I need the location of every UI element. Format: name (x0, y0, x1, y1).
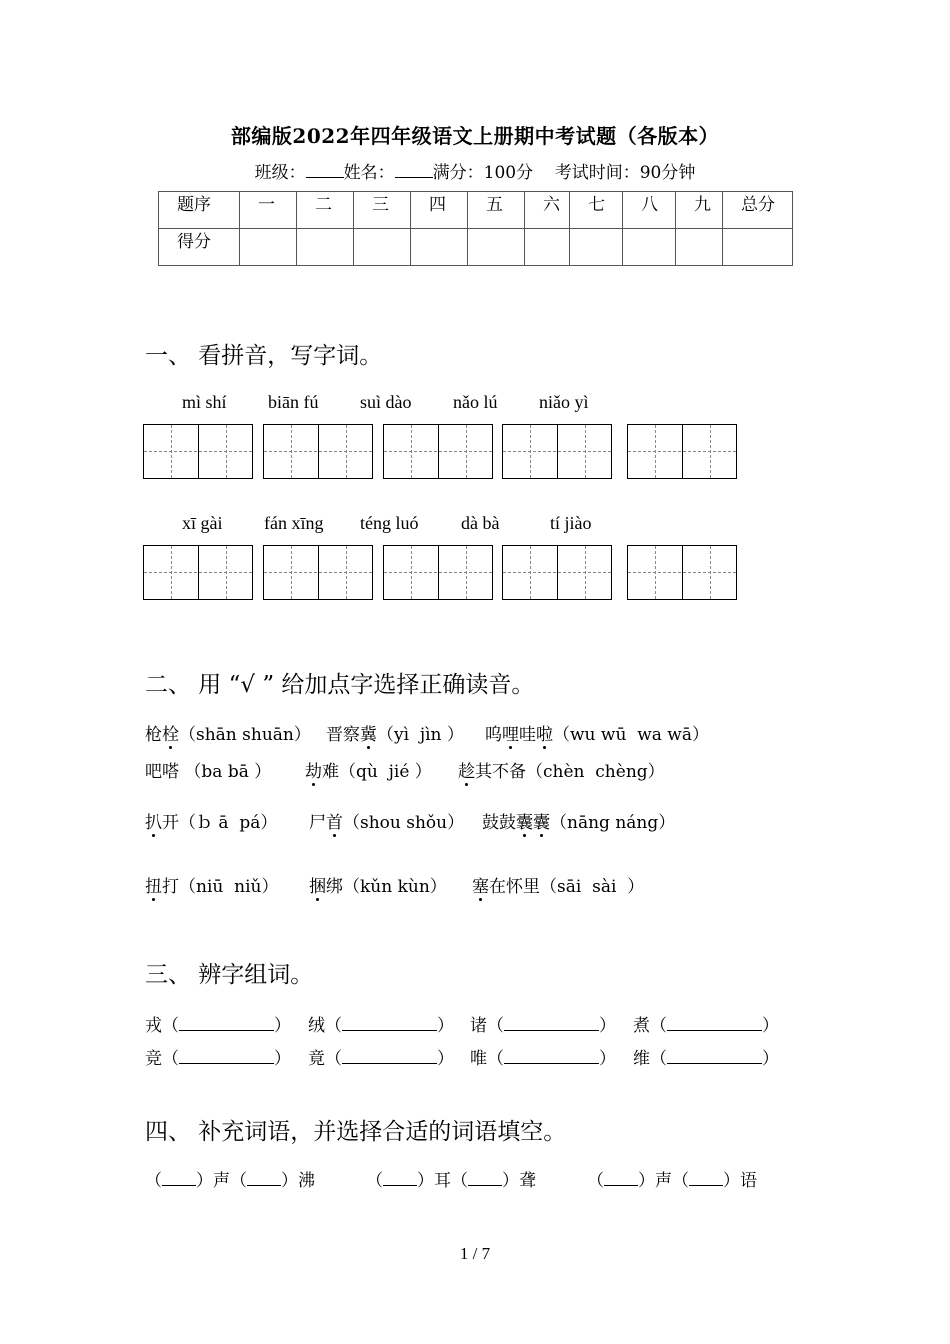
pinyin-label: dà bà (461, 513, 500, 533)
section3-title: 三、 辨字组词。 (145, 962, 314, 988)
char: 诸 (470, 1016, 487, 1036)
char: 聋 (519, 1171, 536, 1191)
dotted-char: 扒 (145, 808, 162, 833)
answer-blank[interactable] (504, 1049, 599, 1064)
char: 沸 (298, 1171, 315, 1191)
answer-blank[interactable] (504, 1016, 599, 1031)
dotted-char: 哩 (502, 720, 519, 745)
word: 尸 (309, 813, 326, 833)
class-label: 班级： (254, 163, 306, 183)
answer-blank[interactable] (247, 1171, 281, 1186)
dotted-char: 囊 (516, 808, 533, 833)
answer-blank[interactable] (162, 1171, 196, 1186)
exam-time: 考试时间：90分钟 (554, 163, 696, 183)
writing-box[interactable] (383, 545, 493, 600)
header-cell: 二 (297, 192, 354, 229)
dotted-char: 趁 (458, 757, 475, 782)
score-cell[interactable] (676, 229, 723, 266)
section4-title: 四、 补充词语，并选择合适的词语填空。 (145, 1119, 567, 1145)
options[interactable]: 在怀里（sāi sài ） (489, 877, 645, 897)
pinyin-label: xī gài (182, 513, 223, 533)
idiom-item: （ ）声（ ）语 (587, 1171, 757, 1191)
score-table-row (159, 229, 793, 266)
word-item: 绒（ ） (308, 1016, 454, 1036)
section1-title: 一、 看拼音，写字词。 (145, 343, 383, 369)
char: 维 (633, 1049, 650, 1069)
question-line (309, 808, 464, 833)
answer-blank[interactable] (604, 1171, 638, 1186)
page-number: 1 / 7 (459, 1244, 491, 1263)
score-cell[interactable] (240, 229, 297, 266)
question-line (145, 808, 277, 833)
score-table (158, 191, 793, 266)
question-line (482, 808, 675, 833)
question-line (472, 872, 644, 897)
word-item: 诸（ ） (470, 1016, 616, 1036)
answer-blank[interactable] (667, 1049, 762, 1064)
options[interactable]: 其不备（chèn chèng） (475, 762, 665, 782)
header-cell: 四 (411, 192, 468, 229)
question-line (458, 757, 665, 782)
writing-box[interactable] (263, 424, 373, 479)
header-cell: 总分 (723, 192, 793, 229)
pinyin-label: téng luó (360, 513, 419, 533)
header-cell: 六 (525, 192, 570, 229)
score-table-header (159, 192, 793, 229)
pinyin-label: biān fú (268, 392, 319, 412)
answer-blank[interactable] (667, 1016, 762, 1031)
idiom-item: （ ）耳（ ）聋 (366, 1171, 536, 1191)
dotted-char: 塞 (472, 872, 489, 897)
score-cell[interactable] (468, 229, 525, 266)
idiom-item: （ ）声（ ）沸 (145, 1171, 315, 1191)
answer-blank[interactable] (689, 1171, 723, 1186)
options[interactable]: （shān shuān） (179, 725, 311, 745)
header-cell: 八 (623, 192, 676, 229)
char: 煮 (633, 1016, 650, 1036)
writing-box[interactable] (383, 424, 493, 479)
dotted-char: 劫 (305, 757, 322, 782)
section2-title: 二、 用 “√ ” 给加点字选择正确读音。 (145, 672, 535, 698)
header-cell: 五 (468, 192, 525, 229)
dotted-char: 扭 (145, 872, 162, 897)
score-cell[interactable] (723, 229, 793, 266)
question-line (326, 720, 464, 745)
options[interactable]: （nāng náng） (550, 813, 676, 833)
score-cell[interactable] (570, 229, 623, 266)
header-cell: 九 (676, 192, 723, 229)
question-line (309, 872, 447, 897)
answer-blank[interactable] (383, 1171, 417, 1186)
score-cell[interactable] (525, 229, 570, 266)
name-label: 姓名： (343, 163, 395, 183)
word: 鼓鼓 (482, 813, 516, 833)
word-item: 唯（ ） (470, 1049, 616, 1069)
score-cell[interactable] (411, 229, 468, 266)
word-item: 维（ ） (633, 1049, 779, 1069)
options[interactable]: （yì jìn ） (377, 725, 464, 745)
pinyin-label: niǎo yì (539, 392, 589, 412)
answer-blank[interactable] (179, 1016, 274, 1031)
char: 语 (740, 1171, 757, 1191)
full-score: 满分：100分 (432, 163, 534, 183)
options[interactable]: 难（qù jié ） (322, 762, 432, 782)
word-item: 戎（ ） (145, 1016, 291, 1036)
page-title: 部编版2022年四年级语文上册期中考试题（各版本） (230, 124, 720, 148)
score-cell[interactable] (623, 229, 676, 266)
word-item: 竞（ ） (145, 1049, 291, 1069)
writing-box[interactable] (502, 424, 612, 479)
question-line (485, 720, 709, 745)
dotted-char: 冀 (360, 720, 377, 745)
header-cell: 七 (570, 192, 623, 229)
writing-box[interactable] (502, 545, 612, 600)
writing-box[interactable] (627, 545, 737, 600)
question-line (145, 720, 311, 745)
word: 晋察 (326, 725, 360, 745)
dotted-char: 捆 (309, 872, 326, 897)
pinyin-label: fán xīng (264, 513, 324, 533)
options[interactable]: （wu wū wa wā） (553, 725, 709, 745)
pinyin-label: nǎo lú (453, 392, 498, 412)
pinyin-label: mì shí (182, 392, 227, 412)
options[interactable]: 开（ｂ ā pá） (162, 813, 278, 833)
score-cell[interactable] (354, 229, 411, 266)
char: 声 (655, 1171, 672, 1191)
dotted-char: 首 (326, 808, 343, 833)
char: 耳 (434, 1171, 451, 1191)
answer-blank[interactable] (179, 1049, 274, 1064)
header-cell: 一 (240, 192, 297, 229)
options[interactable]: （shou shǒu） (343, 813, 465, 833)
class-blank[interactable] (306, 163, 344, 178)
row-label: 得分 (159, 229, 240, 266)
name-blank[interactable] (395, 163, 433, 178)
word-item: 竟（ ） (308, 1049, 454, 1069)
question-line[interactable]: 吧嗒 （ba bā ） (145, 762, 272, 782)
answer-blank[interactable] (468, 1171, 502, 1186)
char: 绒 (308, 1016, 325, 1036)
answer-blank[interactable] (342, 1016, 437, 1031)
word: 呜 (485, 725, 502, 745)
writing-box[interactable] (143, 424, 253, 479)
char: 竞 (145, 1049, 162, 1069)
options[interactable]: 打（niū niǔ） (162, 877, 279, 897)
word: 枪 (145, 725, 162, 745)
word: 哇 (519, 725, 536, 745)
pinyin-label: tí jiào (550, 513, 592, 533)
writing-box[interactable] (627, 424, 737, 479)
question-line (305, 757, 432, 782)
writing-box[interactable] (263, 545, 373, 600)
pinyin-label: suì dào (360, 392, 412, 412)
char: 竟 (308, 1049, 325, 1069)
dotted-char: 栓 (162, 720, 179, 745)
dotted-char: 啦 (536, 720, 553, 745)
header-cell: 三 (354, 192, 411, 229)
score-cell[interactable] (297, 229, 354, 266)
dotted-char: 囊 (533, 808, 550, 833)
question-line (145, 872, 278, 897)
exam-info (0, 158, 950, 183)
options[interactable]: 绑（kǔn kùn） (326, 877, 447, 897)
answer-blank[interactable] (342, 1049, 437, 1064)
writing-box[interactable] (143, 545, 253, 600)
header-cell: 题序 (159, 192, 240, 229)
char: 戎 (145, 1016, 162, 1036)
char: 声 (213, 1171, 230, 1191)
char: 唯 (470, 1049, 487, 1069)
word-item: 煮（ ） (633, 1016, 779, 1036)
